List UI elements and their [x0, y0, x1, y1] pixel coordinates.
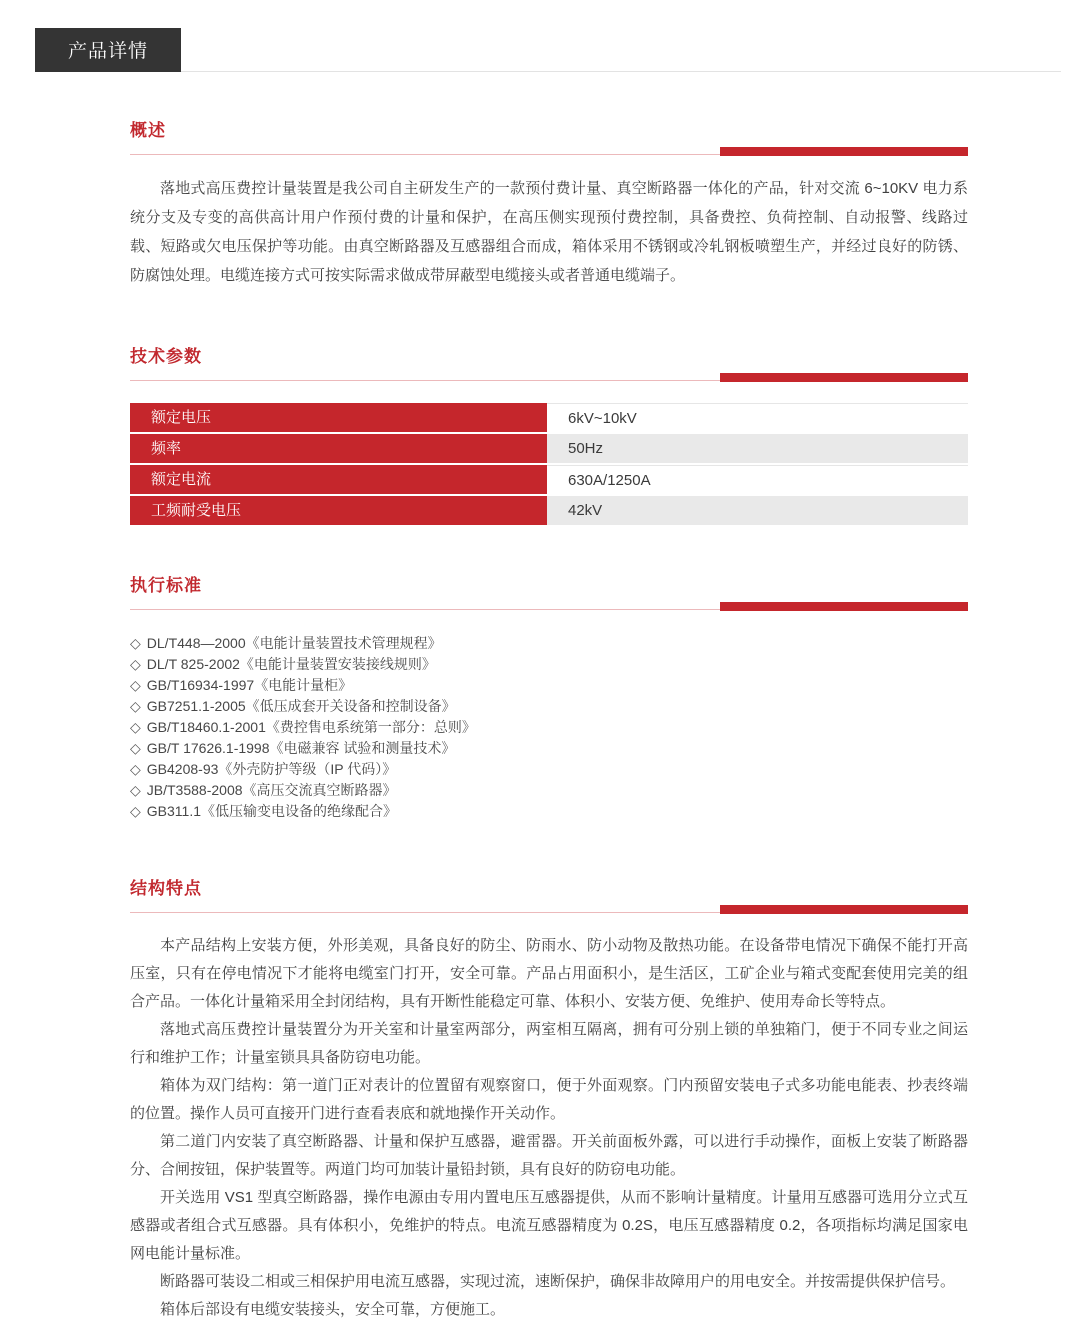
param-value: 630A/1250A [547, 465, 968, 494]
list-item [130, 801, 968, 822]
diamond-icon: ◇ [130, 761, 141, 777]
section-title-structure: 结构特点 [130, 879, 202, 898]
standard-text: DL/T448—2000《电能计量装置技术管理规程》 [146, 635, 442, 651]
red-accent-bar [720, 905, 968, 914]
diamond-icon: ◇ [130, 740, 141, 756]
structure-paragraph: 本产品结构上安装方便，外形美观，具备良好的防尘、防雨水、防小动物及散热功能。在设备带电情况下确保不能打开高压室，只有在停电情况下才能将电缆室门打开，安全可靠。产品占用面积小，是生活区，工矿企业与箱式变配套使用完美的组合产品。一体化计量箱采用全封闭结构，具有开断性能稳定可靠、体积小、安装方便、免维护、使用寿命长等特点。 [130, 937, 968, 1010]
section-rule [130, 146, 968, 156]
param-label: 工频耐受电压 [130, 496, 547, 525]
param-label: 额定电压 [130, 403, 547, 432]
structure-paragraph: 落地式高压费控计量装置分为开关室和计量室两部分，两室相互隔离，拥有可分别上锁的单独箱门，便于不同专业之间运行和维护工作；计量室锁具具备防窃电功能。 [130, 1021, 968, 1066]
diamond-icon: ◇ [130, 656, 141, 672]
standard-text: GB7251.1-2005《低压成套开关设备和控制设备》 [146, 698, 456, 714]
standard-text: GB4208-93《外壳防护等级（IP 代码）》 [146, 761, 397, 777]
diamond-icon: ◇ [130, 698, 141, 714]
list-item [130, 717, 968, 738]
list-item [130, 780, 968, 801]
list-item [130, 696, 968, 717]
structure-paragraph: 箱体后部设有电缆安装接头，安全可靠，方便施工。 [160, 1301, 506, 1318]
list-item [130, 738, 968, 759]
page-header [35, 28, 1061, 72]
red-accent-bar [720, 373, 968, 382]
red-accent-bar [720, 602, 968, 611]
section-title-tech-params: 技术参数 [130, 347, 202, 366]
section-overview [130, 116, 968, 290]
list-item [130, 633, 968, 654]
section-structure [130, 874, 968, 1324]
table-row [130, 403, 968, 432]
list-item [130, 759, 968, 780]
structure-paragraph: 第二道门内安装了真空断路器、计量和保护互感器，避雷器。开关前面板外露，可以进行手动操作，面板上安装了断路器分、合闸按钮，保护装置等。两道门均可加装计量铅封锁，具有良好的防窃电功能。 [130, 1133, 968, 1178]
red-accent-bar [720, 147, 968, 156]
diamond-icon: ◇ [130, 803, 141, 819]
standard-text: GB/T 17626.1-1998《电磁兼容 试验和测量技术》 [146, 740, 456, 756]
table-row [130, 434, 968, 463]
param-label: 频率 [130, 434, 547, 463]
structure-paragraph: 断路器可装设二相或三相保护用电流互感器，实现过流，速断保护，确保非故障用户的用电安全。并按需提供保护信号。 [160, 1273, 956, 1290]
table-row [130, 465, 968, 494]
standard-text: JB/T3588-2008《高压交流真空断路器》 [146, 782, 397, 798]
list-item [130, 654, 968, 675]
diamond-icon: ◇ [130, 719, 141, 735]
standard-text: GB/T18460.1-2001《费控售电系统第一部分：总则》 [146, 719, 476, 735]
section-title-overview: 概述 [130, 121, 166, 140]
param-value: 6kV~10kV [547, 403, 968, 432]
diamond-icon: ◇ [130, 677, 141, 693]
list-item [130, 675, 968, 696]
section-rule [130, 372, 968, 382]
standard-text: GB/T16934-1997《电能计量柜》 [146, 677, 353, 693]
diamond-icon: ◇ [130, 635, 141, 651]
section-tech-params [130, 342, 968, 525]
diamond-icon: ◇ [130, 782, 141, 798]
table-row [130, 496, 968, 525]
content-column [130, 116, 968, 1324]
section-title-standards: 执行标准 [130, 576, 202, 595]
structure-paragraphs [130, 932, 968, 1324]
section-rule [130, 904, 968, 914]
param-label: 额定电流 [130, 465, 547, 494]
param-value: 42kV [547, 496, 968, 525]
parameters-table [130, 403, 968, 525]
standard-text: DL/T 825-2002《电能计量装置安装接线规则》 [146, 656, 436, 672]
structure-paragraph: 箱体为双门结构：第一道门正对表计的位置留有观察窗口，便于外面观察。门内预留安装电子式多功能电能表、抄表终端的位置。操作人员可直接开门进行查看表底和就地操作开关动作。 [130, 1077, 968, 1122]
section-standards [130, 571, 968, 822]
section-rule [130, 601, 968, 611]
tab-product-detail[interactable]: 产品详情 [35, 28, 181, 72]
standard-text: GB311.1《低压输变电设备的绝缘配合》 [146, 803, 398, 819]
structure-paragraph: 开关选用 VS1 型真空断路器，操作电源由专用内置电压互感器提供，从而不影响计量精度。计量用互感器可选用分立式互感器或者组合式互感器。具有体积小，免维护的特点。电流互感器精度为 0.2S，电压互感器精度 0.2，各项指标均满足国家电网电能计量标准。 [130, 1189, 968, 1262]
overview-paragraph: 落地式高压费控计量装置是我公司自主研发生产的一款预付费计量、真空断路器一体化的产品，针对交流 6~10KV 电力系统分支及专变的高供高计用户作预付费的计量和保护，在高压侧实现预付费控制，具备费控、负荷控制、自动报警、线路过载、短路或欠电压保护等功能。由真空断路器及互感器组合而成，箱体采用不锈钢或冷轧钢板喷塑生产，并经过良好的防锈、防腐蚀处理。电缆连接方式可按实际需求做成带屏蔽型电缆接头或者普通电缆端子。 [130, 180, 968, 284]
param-value: 50Hz [547, 434, 968, 463]
standards-list [130, 633, 968, 822]
